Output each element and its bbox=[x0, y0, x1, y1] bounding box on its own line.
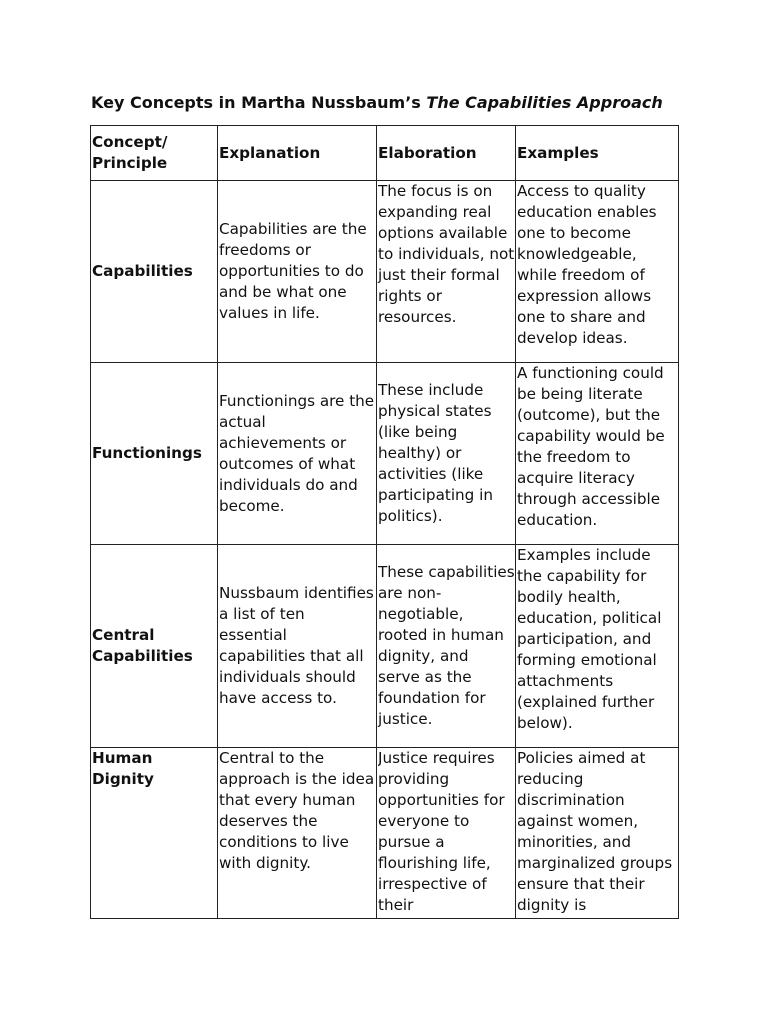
elaboration-cell: These include physical states (like being healthy) or activities (like participating in politics). bbox=[377, 363, 516, 545]
header-explanation: Explanation bbox=[218, 126, 377, 181]
header-concept: Concept/ Principle bbox=[91, 126, 218, 181]
table-row bbox=[91, 748, 679, 919]
examples-cell: A functioning could be being literate (outcome), but the capability would be the freedom to acquire literacy through accessible education. bbox=[516, 363, 679, 545]
explanation-cell: Nussbaum identifies a list of ten essential capabilities that all individuals should have access to. bbox=[218, 545, 377, 748]
explanation-cell bbox=[218, 748, 377, 919]
concept-text: Human Dignity bbox=[92, 749, 154, 788]
explanation-cell: Capabilities are the freedoms or opportunities to do and be what one values in life. bbox=[218, 181, 377, 363]
examples-cell: Examples include the capability for bodily health, education, political participation, and forming emotional attachments (explained further below). bbox=[516, 545, 679, 748]
elaboration-cell bbox=[377, 748, 516, 919]
explanation-text: Central to the approach is the idea that every human deserves the conditions to live with dignity. bbox=[219, 749, 375, 872]
examples-cell: Access to quality education enables one to become knowledgeable, while freedom of expression allows one to share and develop ideas. bbox=[516, 181, 679, 363]
explanation-cell: Functionings are the actual achievements or outcomes of what individuals do and become. bbox=[218, 363, 377, 545]
table-row bbox=[91, 545, 679, 748]
examples-text: Policies aimed at reducing discrimination against women, minorities, and marginalized groups ensure that their dignity is bbox=[517, 749, 673, 914]
document-title bbox=[91, 93, 663, 113]
concept-cell: Capabilities bbox=[91, 181, 218, 363]
examples-cell bbox=[516, 748, 679, 919]
concepts-table bbox=[90, 125, 679, 919]
elaboration-cell: These capabilities are non-negotiable, rooted in human dignity, and serve as the foundation for justice. bbox=[377, 545, 516, 748]
concept-cell bbox=[91, 748, 218, 919]
document-title-italic: The Capabilities Approach bbox=[426, 93, 663, 112]
concept-cell: Functionings bbox=[91, 363, 218, 545]
document-title-plain: Key Concepts in Martha Nussbaum’s bbox=[91, 93, 427, 112]
elaboration-text: Justice requires providing opportunities for everyone to pursue a flourishing life, irrespective of their bbox=[378, 749, 505, 914]
concept-cell: Central Capabilities bbox=[91, 545, 218, 748]
table-row bbox=[91, 363, 679, 545]
elaboration-cell: The focus is on expanding real options available to individuals, not just their formal rights or resources. bbox=[377, 181, 516, 363]
table-header-row bbox=[91, 126, 679, 181]
header-elaboration: Elaboration bbox=[377, 126, 516, 181]
header-examples: Examples bbox=[516, 126, 679, 181]
table-row bbox=[91, 181, 679, 363]
